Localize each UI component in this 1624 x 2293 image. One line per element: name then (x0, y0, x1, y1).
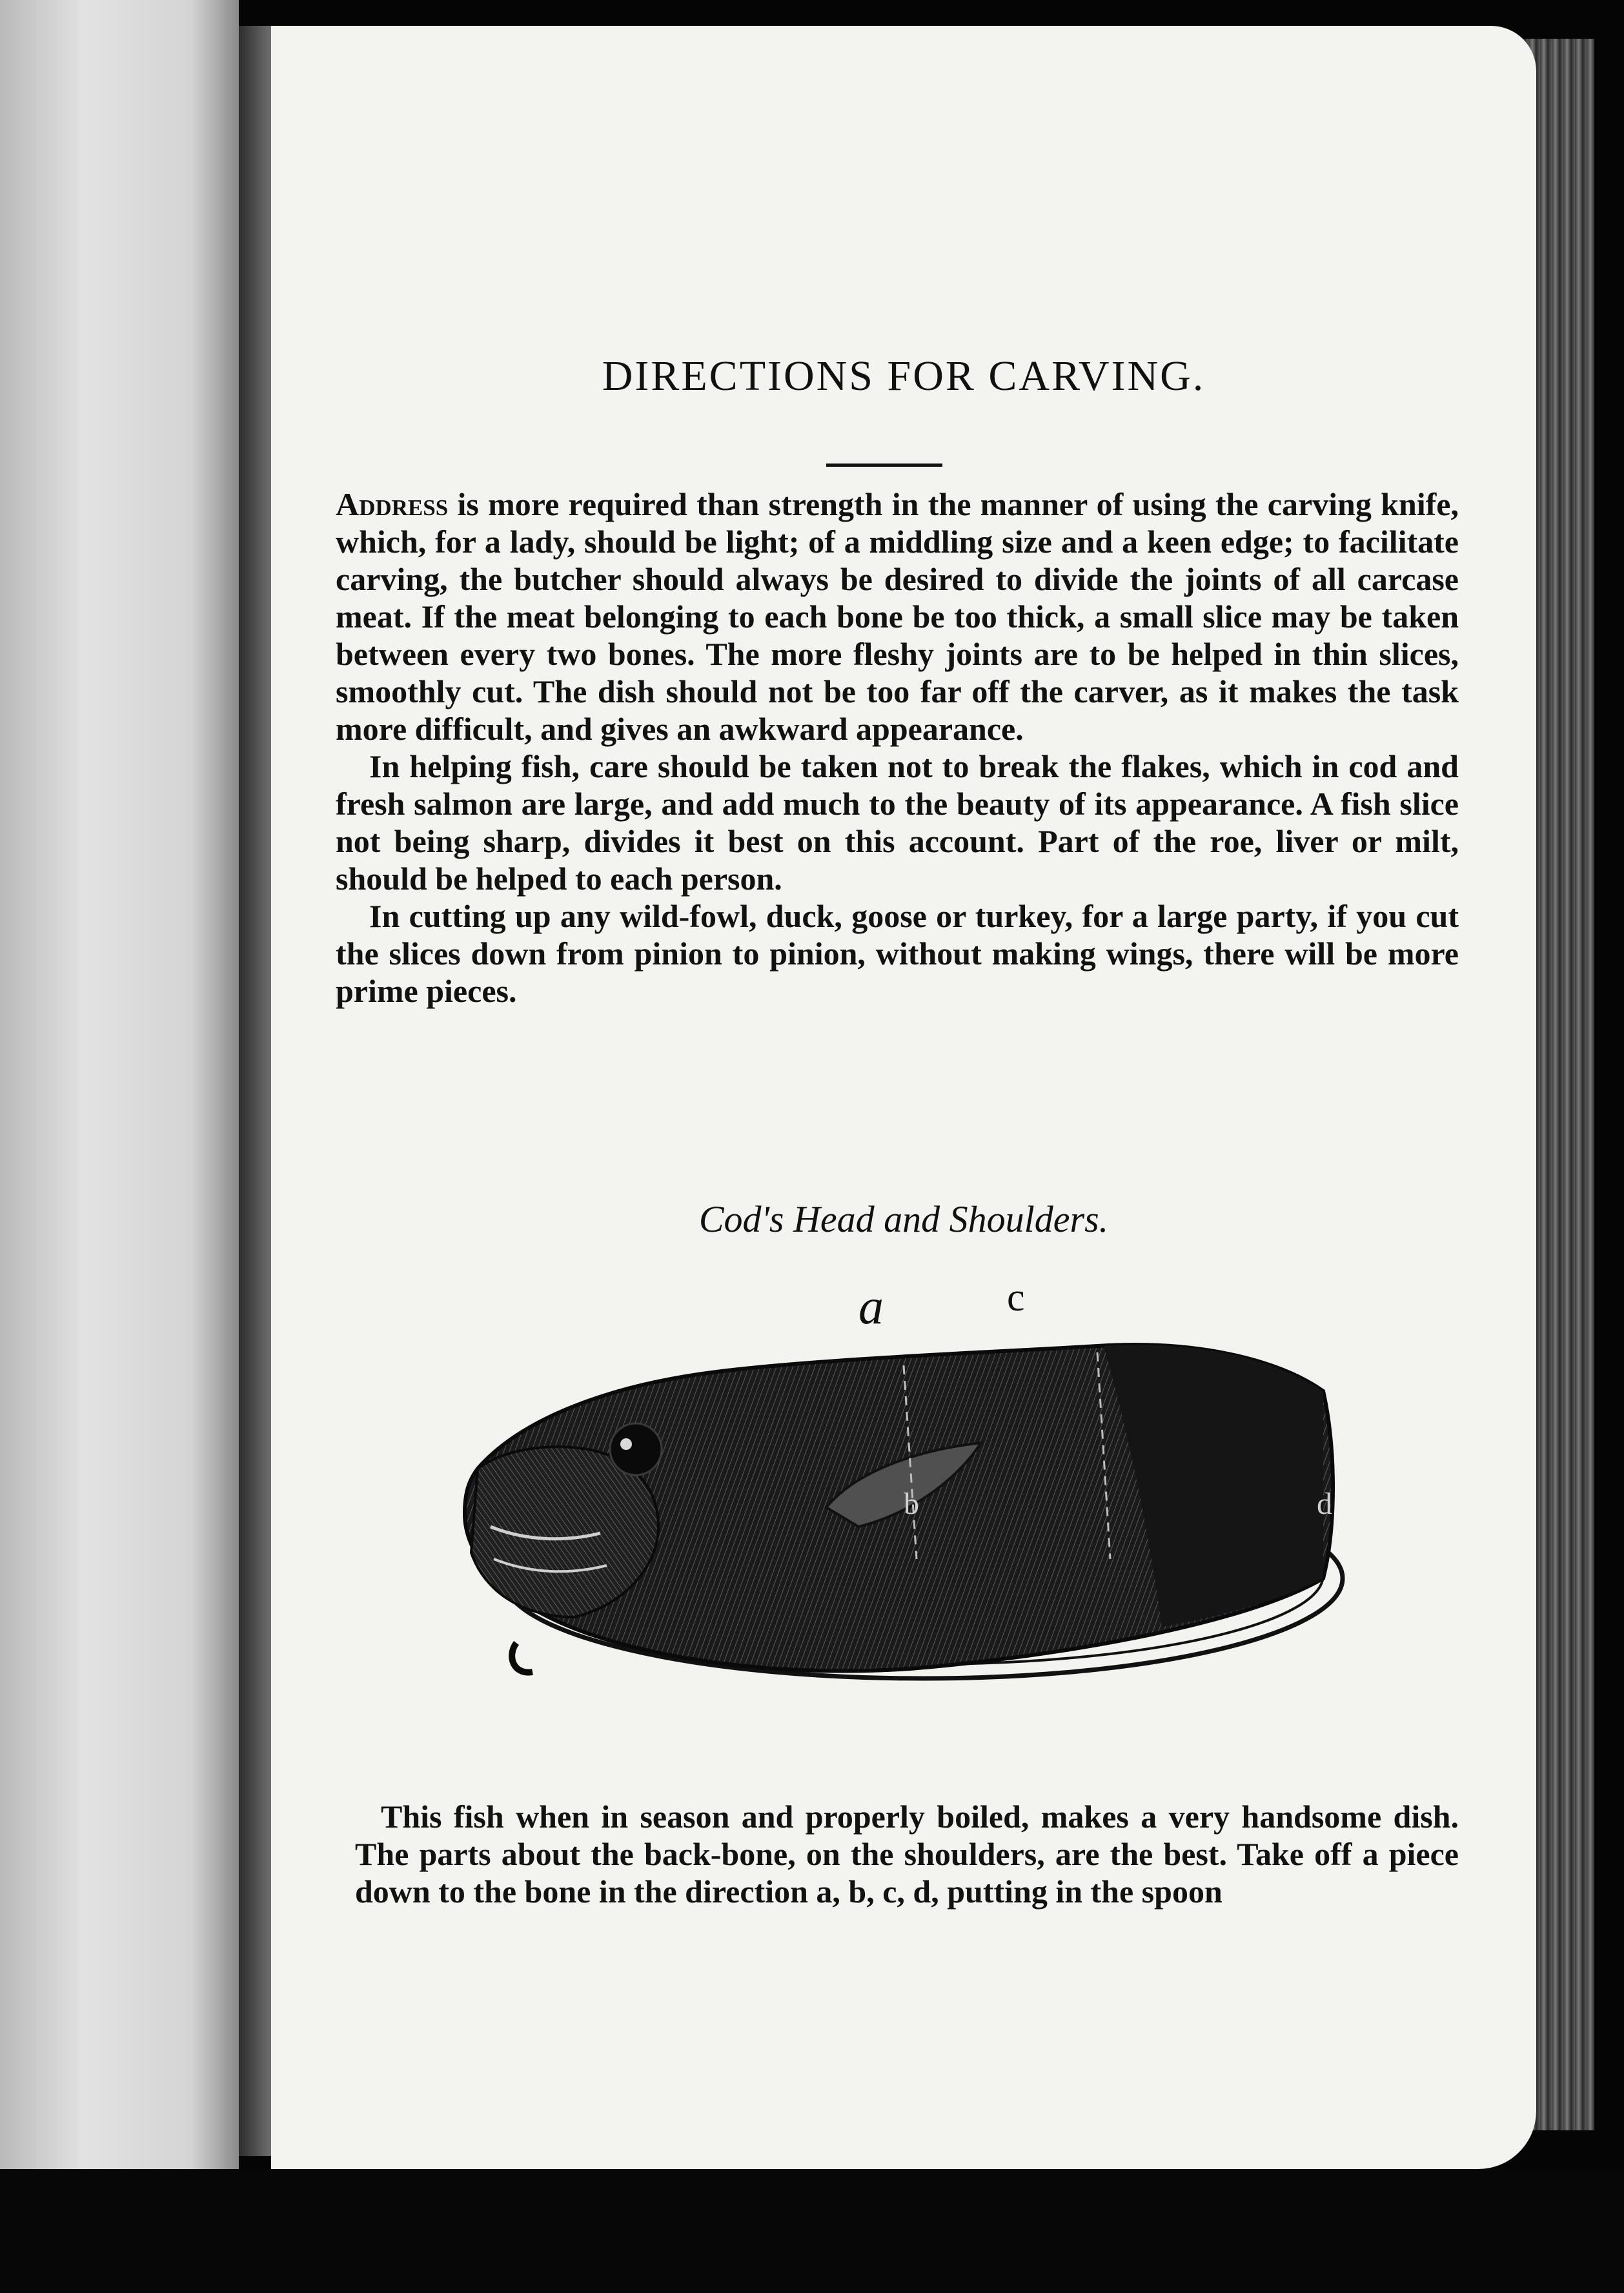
cod-body (465, 1345, 1333, 1672)
title-rule (826, 464, 942, 467)
intro-text: is more required than strength in the manner of using the carving knife, which, for a lady, should be light; of a middling size and a keen edge; to facilitate carving, the butcher should always be desired to divide the joints of all carcase meat. If the meat belonging to each bone be too thick, a small slice may be taken between every two bones. The more fleshy joints are to be helped in thin slices, smoothly cut. The dish should not be too far off the carver, as it makes the task more difficult, and gives an awkward appearance. (336, 486, 1459, 747)
left-page (0, 0, 239, 2293)
fig-label-c: c (1007, 1276, 1025, 1320)
intro-lead-word: Address (336, 486, 449, 522)
figure-caption: Cod's Head and Shoulders. (698, 1198, 1109, 1240)
cod-paragraph: This fish when in season and properly boiled, makes a very handsome dish. The parts about the back-bone, on the shoulders, are the best. Take off a piece down to the bone in the direction a, b, c, d, putting in the spoon (355, 1799, 1459, 1910)
cod-text (355, 1798, 1459, 1910)
fig-label-a: a (858, 1278, 884, 1334)
fish-paragraph: In helping fish, care should be taken not to break the flakes, which in cod and fresh salmon are large, and add much to the beauty of its appearance. A fish slice not being sharp, divides it best on this account. Part of the roe, liver or milt, should be helped to each person. (336, 748, 1459, 897)
cod-head-engraving (355, 1256, 1491, 1804)
background-edge (0, 2169, 1624, 2293)
text-body (336, 485, 1459, 1010)
fig-label-d: d (1317, 1487, 1332, 1521)
fowl-paragraph: In cutting up any wild-fowl, duck, goose or turkey, for a large party, if you cut the slices down from pinion to pinion, without making wings, there will be more prime pieces. (336, 898, 1459, 1009)
book-page (271, 26, 1536, 2169)
fig-label-b: b (904, 1487, 919, 1521)
intro-paragraph (336, 485, 1459, 748)
page-title: DIRECTIONS FOR CARVING. (602, 352, 1206, 400)
